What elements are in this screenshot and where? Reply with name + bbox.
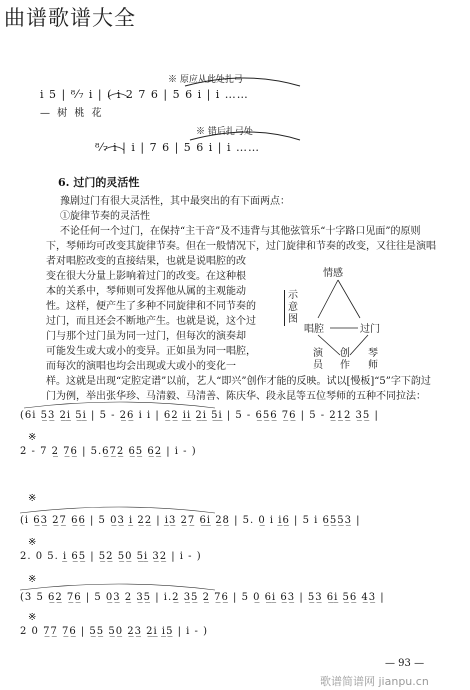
- point-1: ①旋律节奏的灵活性: [60, 211, 150, 222]
- section-intro: 豫剧过门有很大灵活性，其中最突出的有下面两点：: [60, 196, 290, 207]
- diagram-node-musician: 琴师: [368, 348, 378, 371]
- diagram-node-creation: 创作: [340, 348, 350, 371]
- paragraph-line: 过门，而且还会不断地产生。也就是说，这个过: [46, 316, 256, 327]
- score-note-bowing-origin: ※ 原应从此处扎弓: [168, 75, 243, 85]
- score-row-5: (3 5 6̲2̲ 7̲6̲ | 5 0̲3̲ 2̲ 3̲5̲ | i.2̲ 3̲5̲ 2̲ 7̲6̲ | 5 0̲ 6̲i̲ 6̲3̲ | 5̲3̲ 6̲i̲ 5̲6̲ 4̲3̲ |: [20, 592, 385, 603]
- paragraph-line: 性。这样，便产生了多种不同旋律和不同节奏的: [46, 301, 256, 312]
- score-note-bowing-late: ※ 错后扎弓处: [196, 127, 253, 137]
- score-row-6: 2 0 7̲7̲ 7̲6̲ | 5̲5̲ 5̲0̲ 2̲3̲ 2̲i̲ i̲5̲ | i - ): [20, 626, 209, 637]
- score-line-2: ⁸⁄₇ i | i | 7 6 | 5 6 i | i ……: [95, 141, 261, 154]
- diagram-node-vocal: 唱腔: [304, 324, 324, 335]
- score-line-1: i 5 | ⁸⁄₇ i | ( i 2 7 6 | 5 6 i | i ……: [40, 88, 249, 101]
- score-mark: ※: [28, 537, 37, 548]
- score-row-3: (i 6̲3̲ 2̲7̲ 6̲6̲ | 5 0̲3̲ i̲ 2̲2̲ | i̲3̲ 2̲7̲ 6̲i̲ 2̲8̲ | 5. 0̲ i i̲6̲ | 5 i 6̲5̲5̲3̲ |: [20, 515, 361, 526]
- score-row-4: 2. 0 5. i̲ 6̲5̲ | 5̲2̲ 5̲0̲ 5̲i̲ 3̲2̲ | i - ): [20, 551, 202, 562]
- site-title: 曲谱歌谱大全: [4, 6, 136, 30]
- diagram-node-interlude: 过门: [360, 324, 380, 335]
- paragraph-line: 门与那个过门虽为同一过门，但每次的演奏却: [46, 331, 246, 342]
- score-row-2: 2̇ - 7 2̲ 7̲6̲ | 5.6̲7̲2̲ 6̲5̲ 6̲2̲ | i - ): [20, 446, 197, 457]
- diagram-node-performer: 演员: [313, 348, 323, 371]
- diagram-side-label: 示意图: [284, 290, 300, 326]
- diagram-node-emotion: 情感: [323, 268, 343, 279]
- section-heading: 6. 过门的灵活性: [58, 176, 140, 189]
- paragraph-line: 者对唱腔改变的直接结果，也就是说唱腔的改: [46, 256, 246, 267]
- watermark: 歌谱简谱网 jianpu.cn: [320, 675, 429, 688]
- score-mark: ※: [28, 574, 37, 585]
- paragraph-line: 门为例，举出张华珍、马清毅、马清善、陈庆华、段永昆等五位琴师的五种不同拉法：: [46, 391, 426, 402]
- paragraph-line: 不论任何一个过门，在保持“主干音”及不违背与其他弦管乐“十字路口见面”的原则: [60, 226, 421, 237]
- paragraph-line: 下，琴师均可改变其旋律节奏。但在一般情况下，过门旋律和节奏的改变，又往往是演唱: [46, 241, 436, 252]
- paragraph-line: 样。这就是出现“定腔定谱”以前，艺人“即兴”创作才能的反映。试以[慢板]“5”字下韵过: [46, 376, 431, 387]
- score-lyrics: — 树 桃 花: [40, 108, 104, 119]
- score-row-1: (6i 5̲3̲ 2̲i̲ 5̲i̲ | 5 - 2̲6̲ i i | 6̲2̲ i̲i̲ 2̲i̲ 5̲i̲ | 5 - 6̲5̲6̲ 7̲6̲ | 5 - 2̲1̲2̲ 3̲5̲ |: [20, 410, 379, 421]
- paragraph-line: 而每次的演唱也均会出现或大或小的变化一: [46, 361, 236, 372]
- paragraph-line: 可能发生或大或小的变异。正如虽为同一唱腔，: [46, 346, 256, 357]
- page-number: — 93 —: [385, 658, 425, 669]
- paragraph-line: 本的关系中，琴师则可发挥他从属的主观能动: [46, 286, 246, 297]
- paragraph-line: 变在很大分量上影响着过门的改变。在这种根: [46, 271, 246, 282]
- score-mark: ※: [28, 432, 37, 443]
- score-mark: ※: [28, 612, 37, 623]
- score-mark: ※: [28, 493, 37, 504]
